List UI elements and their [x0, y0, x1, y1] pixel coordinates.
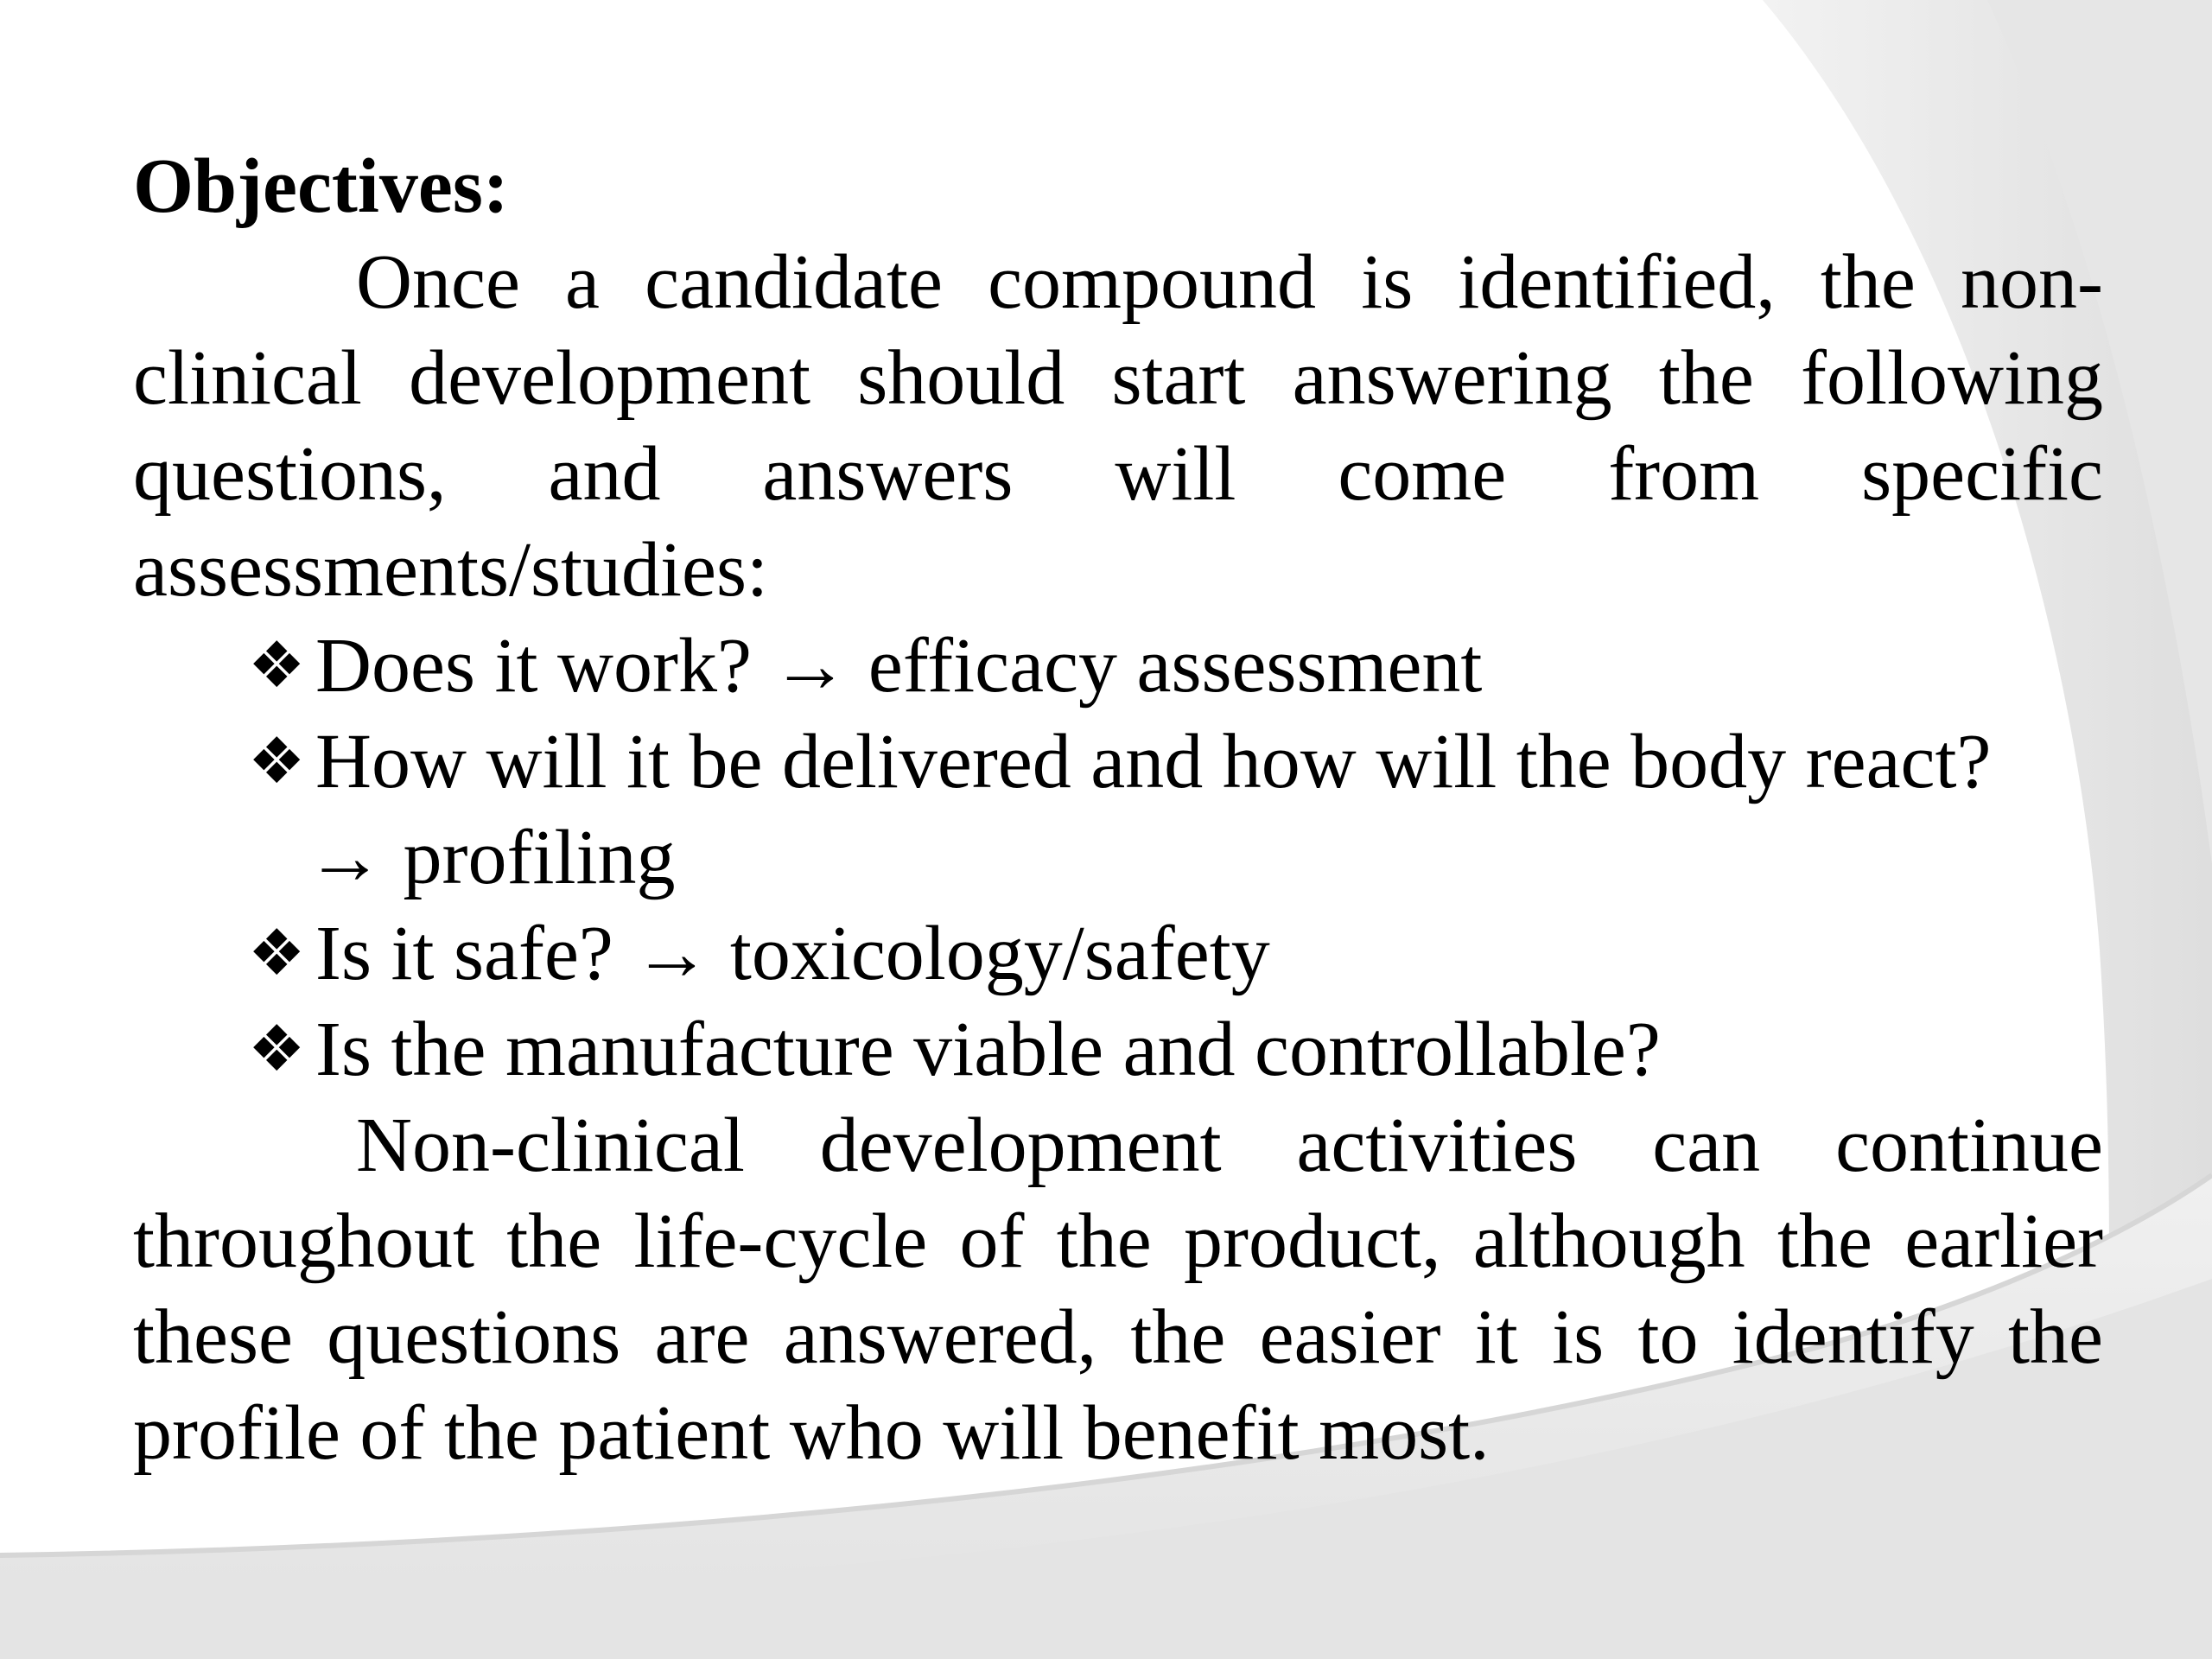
list-item-text: How will it be delivered and how will the body react? [315, 719, 1992, 804]
closing-paragraph: Non-clinical development activities can continue throughout the life-cycle of the product, although the earlier these questions are answered, the easier it is to identify the profile of the patient who will benefit most. [133, 1103, 2103, 1476]
list-item [133, 906, 2103, 1001]
list-item-text: Does it work? → efficacy assessment [315, 623, 1483, 709]
diamond-bullet-icon: ❖ [248, 1012, 306, 1086]
list-item-text: Is it safe? → toxicology/safety [315, 911, 1270, 996]
list-item-continuation-text: → profiling [306, 815, 676, 900]
list-item [133, 1001, 2103, 1097]
diamond-bullet-icon: ❖ [248, 724, 306, 798]
diamond-bullet-icon: ❖ [248, 628, 306, 702]
questions-list [133, 618, 2103, 1097]
slide-body [133, 138, 2103, 1481]
list-item [133, 618, 2103, 714]
objectives-heading: Objectives: [133, 143, 509, 229]
list-item-text: Is the manufacture viable and controllable? [315, 1007, 1661, 1092]
list-item-continuation [133, 810, 2103, 906]
diamond-bullet-icon: ❖ [248, 916, 306, 990]
list-item [133, 714, 2103, 906]
intro-paragraph: Once a candidate compound is identified, the non-clinical development should start answering the following questions, and answers will come from specific assessments/studies: [133, 239, 2103, 613]
